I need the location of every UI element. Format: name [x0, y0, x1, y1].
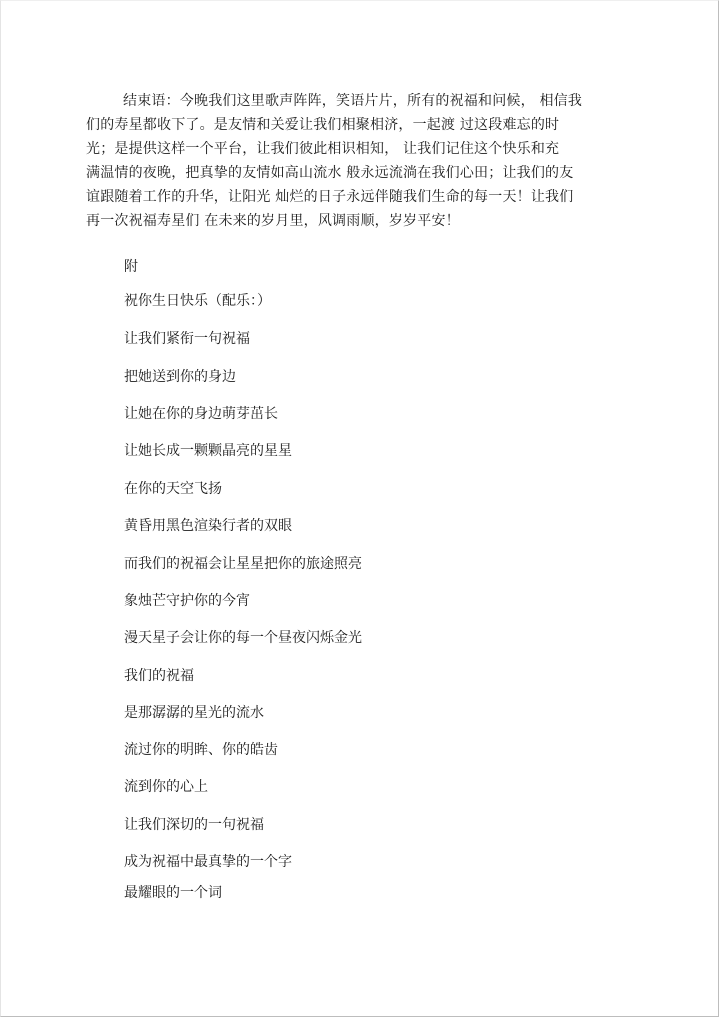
lyric-line: 在你的天空飞扬 — [124, 481, 222, 497]
lyric-line: 而我们的祝福会让星星把你的旅途照亮 — [124, 556, 362, 572]
appendix-label: 附 — [124, 259, 138, 275]
lyric-line: 让我们深切的一句祝福 — [124, 817, 264, 833]
lyric-line: 流过你的明眸、你的皓齿 — [124, 742, 278, 758]
closing-line: 满温情的夜晚，把真挚的友情如高山流水 般永远流淌在我们心田；让我们的友 — [86, 165, 574, 181]
closing-paragraph — [86, 89, 606, 233]
lyric-line: 是那潺潺的星光的流水 — [124, 705, 264, 721]
lyric-line: 把她送到你的身边 — [124, 369, 236, 385]
lyric-line: 漫天星子会让你的每一个昼夜闪烁金光 — [124, 630, 362, 646]
lyric-line: 让她在你的身边萌芽茁长 — [124, 406, 278, 422]
closing-line: 光；是提供这样一个平台，让我们彼此相识相知， 让我们记住这个快乐和充 — [86, 141, 560, 157]
closing-line: 结束语：今晚我们这里歌声阵阵，笑语片片，所有的祝福和问候， 相信我 — [123, 93, 583, 109]
lyric-line: 我们的祝福 — [124, 668, 194, 684]
lyric-line: 流到你的心上 — [124, 779, 208, 795]
lyric-line: 最耀眼的一个词 — [124, 885, 222, 901]
lyric-line: 让我们紧衔一句祝福 — [124, 331, 250, 347]
lyric-line: 象烛芒守护你的今宵 — [124, 593, 250, 609]
lyric-line: 黄昏用黑色渲染行者的双眼 — [124, 518, 292, 534]
song-title: 祝你生日快乐（配乐：） — [124, 293, 271, 309]
lyric-line: 让她长成一颗颗晶亮的星星 — [124, 443, 292, 459]
closing-line: 们的寿星都收下了。是友情和关爱让我们相聚相济，一起渡 过这段难忘的时 — [86, 117, 560, 133]
closing-line: 谊跟随着工作的升华，让阳光 灿烂的日子永远伴随我们生命的每一天！让我们 — [86, 189, 574, 205]
closing-line: 再一次祝福寿星们 在未来的岁月里，风调雨顺，岁岁平安！ — [86, 213, 460, 229]
lyric-line: 成为祝福中最真挚的一个字 — [124, 854, 292, 870]
